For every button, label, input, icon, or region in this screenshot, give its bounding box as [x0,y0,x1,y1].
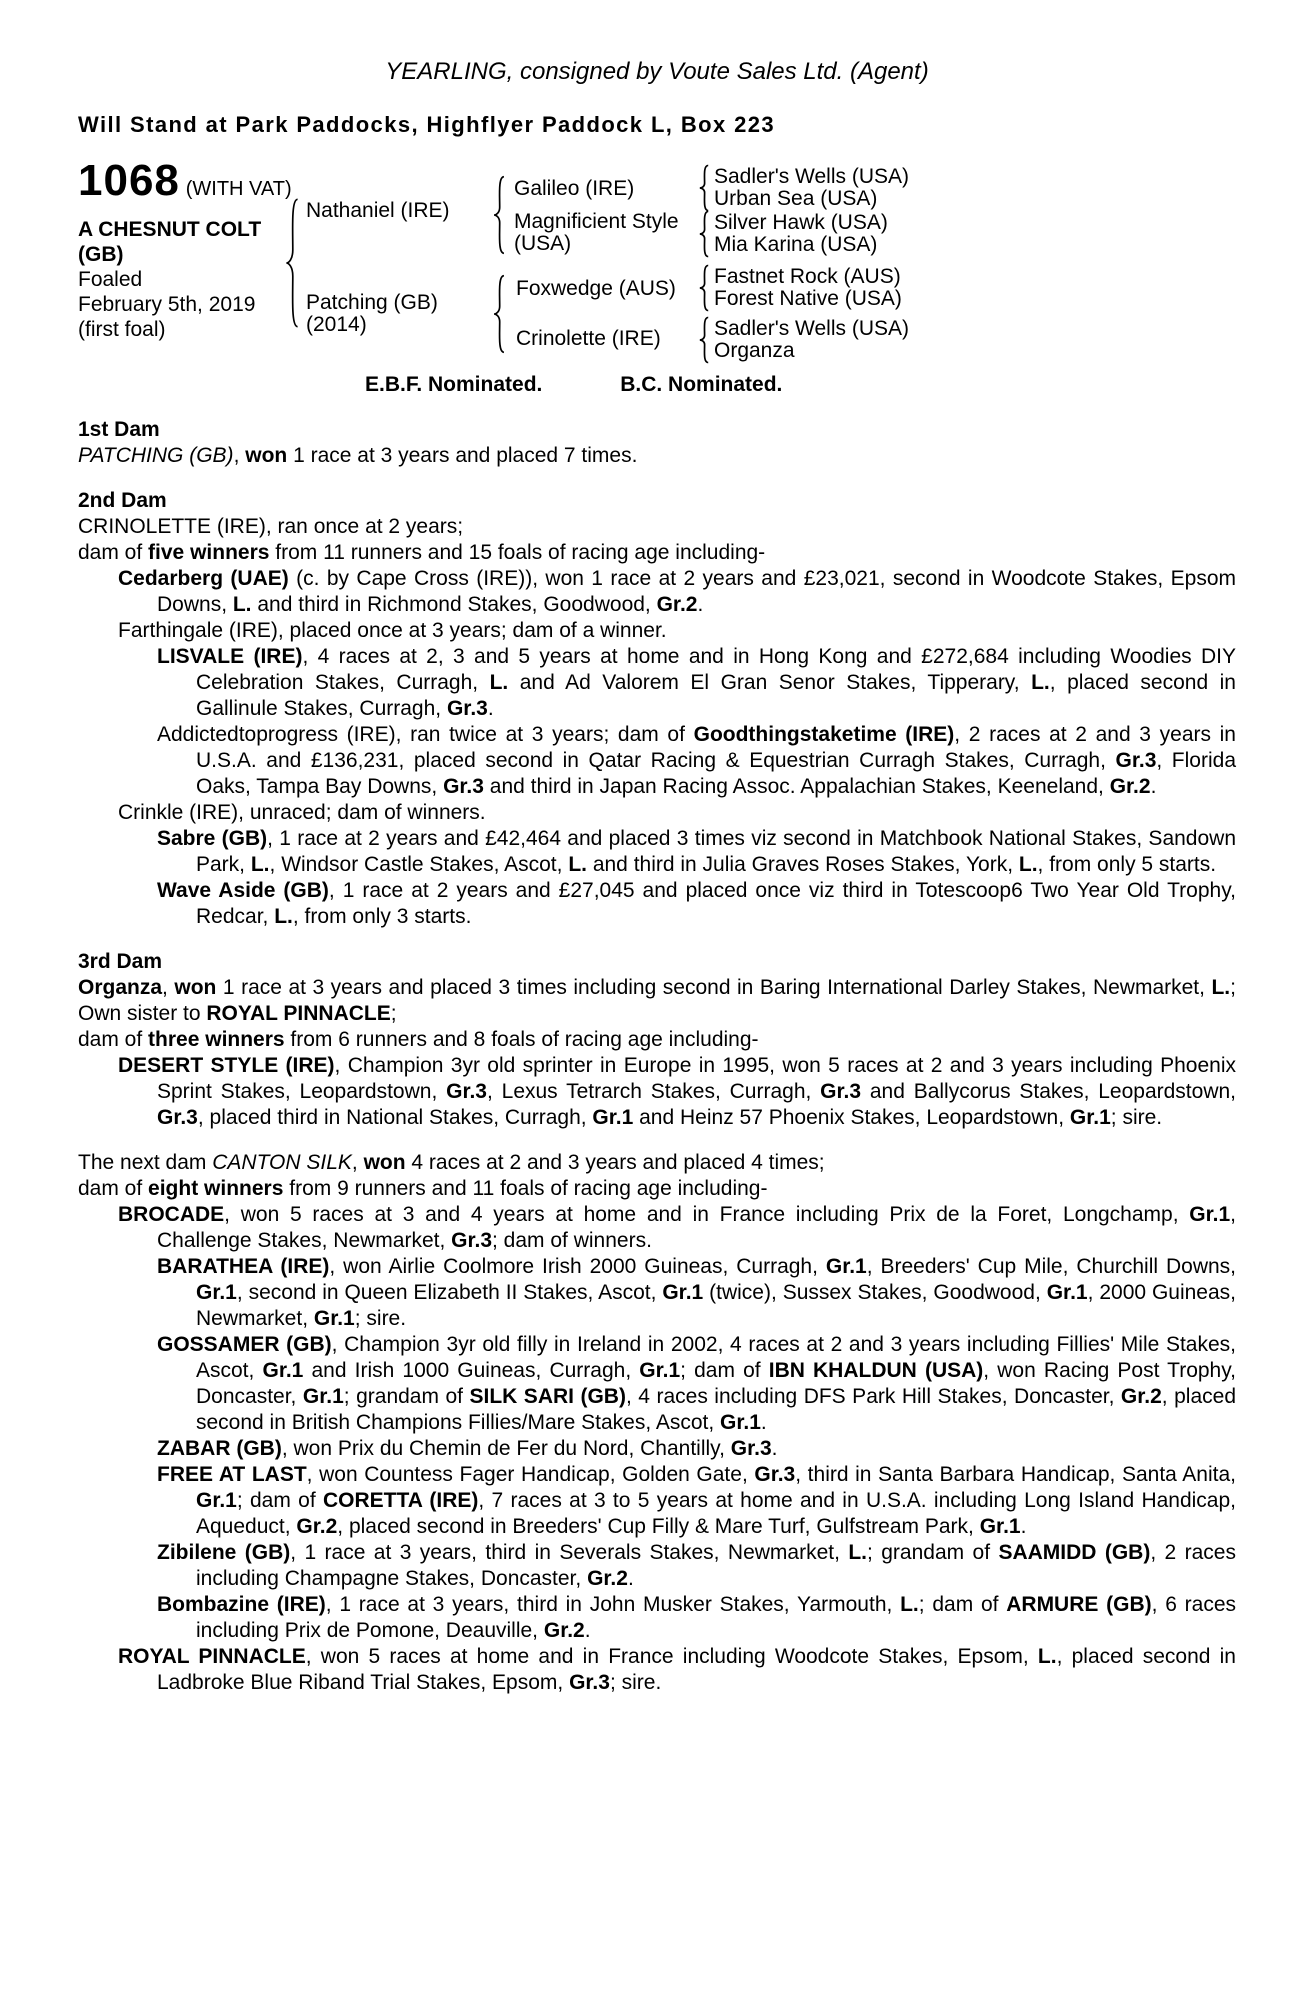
para-royal-pinnacle: ROYAL PINNACLE, won 5 races at home and in France including Woodcote Stakes, Epsom, L., placed second in Ladbroke Blue Riband Trial Stakes, Epsom, Gr.3; sire. [118,1645,1236,1694]
para-organza: Organza, won 1 race at 3 years and placed 3 times including second in Baring International Darley Stakes, Newmarket, L.; Own sister to ROYAL PINNACLE; [78,976,1236,1025]
pedigree-table [78,156,1236,364]
para-zibilene: Zibilene (GB), 1 race at 3 years, third in Severals Stakes, Newmarket, L.; grandam of SAAMIDD (GB), 2 races including Champagne Stakes, Doncaster, Gr.2. [157,1541,1236,1590]
brace-sire-parents [492,176,506,254]
para-free-at-last: FREE AT LAST, won Countess Fager Handicap, Golden Gate, Gr.3, third in Santa Barbara Handicap, Santa Anita, Gr.1; dam of CORETTA (IRE), 7 races at 3 to 5 years at home and in U.S.A. including Long Island Handicap, Aqueduct, Gr.2, placed second in Breeders' Cup Filly & Mare Turf, Gulfstream Park, Gr.1. [157,1463,1237,1538]
pedigree-dd-sire: Sadler's Wells (USA) [714,317,909,340]
brace-sire-grandsire [698,165,710,211]
bc-nominated-label: B.C. Nominated. [620,373,783,396]
lot-details [78,217,293,342]
section-first-dam [78,417,1236,469]
para-crinolette-produce-intro: dam of five winners from 11 runners and 15 foals of racing age including- [78,541,766,564]
section-third-dam [78,949,1236,1131]
lot-vat-note: (WITH VAT) [185,178,292,200]
brace-parents [284,198,300,328]
pedigree-ss-sire: Sadler's Wells (USA) [714,165,909,188]
colt-description-line2: (GB) [78,243,124,266]
para-cedarberg: Cedarberg (UAE) (c. by Cape Cross (IRE)), won 1 race at 2 years and £23,021, second in Woodcote Stakes, Epsom Downs, L. and third in Richmond Stakes, Goodwood, Gr.2. [118,567,1236,616]
para-gossamer: GOSSAMER (GB), Champion 3yr old filly in Ireland in 2002, 4 races at 2 and 3 years including Fillies' Mile Stakes, Ascot, Gr.1 and Irish 1000 Guineas, Curragh, Gr.1; dam of IBN KHALDUN (USA), won Racing Post Trophy, Doncaster, Gr.1; grandam of SILK SARI (GB), 4 races including DFS Park Hill Stakes, Doncaster, Gr.2, placed second in British Champions Fillies/Mare Stakes, Ascot, Gr.1. [157,1333,1237,1434]
pedigree-dam-dam: Crinolette (IRE) [516,327,661,350]
para-brocade: BROCADE, won 5 races at 3 and 4 years at home and in France including Prix de la Foret, Longchamp, Gr.1, Challenge Stakes, Newmarket, Gr.3; dam of winners. [118,1203,1236,1252]
pedigree-dam: Patching (GB) (2014) [306,291,438,336]
brace-dam-grandsire [698,265,710,311]
foaled-label: Foaled [78,268,143,291]
first-foal-note: (first foal) [78,318,166,341]
para-zabar: ZABAR (GB), won Prix du Chemin de Fer du Nord, Chantilly, Gr.3. [157,1437,778,1460]
pedigree-sire: Nathaniel (IRE) [306,199,450,222]
stand-location-line: Will Stand at Park Paddocks, Highflyer Paddock L, Box 223 [78,112,776,137]
pedigree-dam-sire: Foxwedge (AUS) [516,277,676,300]
section-second-dam [78,488,1236,930]
brace-sire-granddam [698,211,710,257]
para-organza-produce-intro: dam of three winners from 6 runners and 8 foals of racing age including- [78,1028,759,1051]
section-next-dam [78,1150,1236,1696]
pedigree-sire-sire: Galileo (IRE) [514,177,635,200]
para-canton-silk: The next dam CANTON SILK, won 4 races at 2 and 3 years and placed 4 times; [78,1151,825,1174]
pedigree-ds-sire: Fastnet Rock (AUS) [714,265,901,288]
pedigree-sire-dam: Magnificient Style (USA) [514,210,679,255]
pedigree-ds-dam: Forest Native (USA) [714,287,902,310]
para-crinkle: Crinkle (IRE), unraced; dam of winners. [118,801,486,824]
pedigree-sd-dam: Mia Karina (USA) [714,233,878,256]
second-dam-heading: 2nd Dam [78,489,167,512]
lot-header [78,156,292,205]
first-dam-heading: 1st Dam [78,418,160,441]
third-dam-heading: 3rd Dam [78,950,163,973]
nominations-row [78,372,1236,398]
pedigree-dd-dam: Organza [714,339,795,362]
para-bombazine: Bombazine (IRE), 1 race at 3 years, third in John Musker Stakes, Yarmouth, L.; dam of ARMURE (GB), 6 races including Prix de Pomone, Deauville, Gr.2. [157,1593,1237,1642]
para-barathea: BARATHEA (IRE), won Airlie Coolmore Irish 2000 Guineas, Curragh, Gr.1, Breeders' Cup Mile, Churchill Downs, Gr.1, second in Queen Elizabeth II Stakes, Ascot, Gr.1 (twice), Sussex Stakes, Goodwood, Gr.1, 2000 Guineas, Newmarket, Gr.1; sire. [157,1255,1237,1330]
foaled-date: February 5th, 2019 [78,293,256,316]
colt-description-line1: A CHESNUT COLT [78,218,262,241]
para-lisvale: LISVALE (IRE), 4 races at 2, 3 and 5 years at home and in Hong Kong and £272,684 including Woodies DIY Celebration Stakes, Curragh, L. and Ad Valorem El Gran Senor Stakes, Tipperary, L., placed second in Gallinule Stakes, Curragh, Gr.3. [157,645,1236,720]
brace-dam-parents [492,275,506,353]
para-patching: PATCHING (GB), won 1 race at 3 years and placed 7 times. [78,444,638,467]
consignor-line: YEARLING, consigned by Voute Sales Ltd. (Agent) [385,58,929,85]
para-canton-silk-produce-intro: dam of eight winners from 9 runners and 11 foals of racing age including- [78,1177,768,1200]
lot-number: 1068 [78,156,180,205]
ebf-nominated-label: E.B.F. Nominated. [365,373,543,396]
brace-dam-granddam [698,317,710,363]
pedigree-ss-dam: Urban Sea (USA) [714,187,878,210]
pedigree-sd-sire: Silver Hawk (USA) [714,211,888,234]
para-addictedtoprogress: Addictedtoprogress (IRE), ran twice at 3 years; dam of Goodthingstaketime (IRE), 2 races at 2 and 3 years in U.S.A. and £136,231, placed second in Qatar Racing & Equestrian Curragh Stakes, Curragh, Gr.3, Florida Oaks, Tampa Bay Downs, Gr.3 and third in Japan Racing Assoc. Appalachian Stakes, Keeneland, Gr.2. [157,723,1236,798]
para-wave-aside: Wave Aside (GB), 1 race at 2 years and £27,045 and placed once viz third in Totescoop6 Two Year Old Trophy, Redcar, L., from only 3 starts. [157,879,1236,928]
para-farthingale: Farthingale (IRE), placed once at 3 years; dam of a winner. [118,619,667,642]
para-sabre: Sabre (GB), 1 race at 2 years and £42,464 and placed 3 times viz second in Matchbook National Stakes, Sandown Park, L., Windsor Castle Stakes, Ascot, L. and third in Julia Graves Roses Stakes, York, L., from only 5 starts. [157,827,1237,876]
para-desert-style: DESERT STYLE (IRE), Champion 3yr old sprinter in Europe in 1995, won 5 races at 2 and 3 years including Phoenix Sprint Stakes, Leopardstown, Gr.3, Lexus Tetrarch Stakes, Curragh, Gr.3 and Ballycorus Stakes, Leopardstown, Gr.3, placed third in National Stakes, Curragh, Gr.1 and Heinz 57 Phoenix Stakes, Leopardstown, Gr.1; sire. [118,1054,1236,1129]
para-crinolette: CRINOLETTE (IRE), ran once at 2 years; [78,515,464,538]
